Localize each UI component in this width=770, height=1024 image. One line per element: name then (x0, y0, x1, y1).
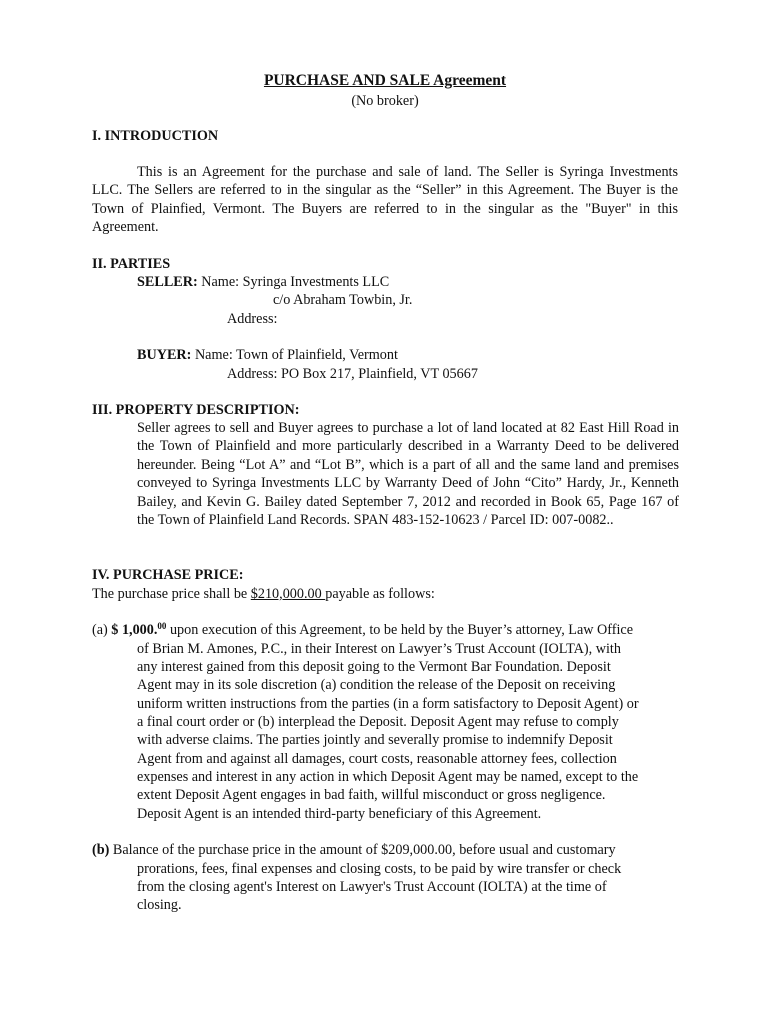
clause-a-first-line (92, 621, 633, 639)
clause-a-line: a final court order or (b) interplead the Deposit. Deposit Agent may refuse to comply (137, 714, 619, 730)
clause-a-line: Agent from and against all damages, court costs, reasonable attorney fees, collection (137, 751, 617, 767)
clause-a-line: of Brian M. Amones, P.C., in their Interest on Lawyer’s Trust Account (IOLTA), with (137, 641, 621, 657)
clause-b-label: (b) (92, 842, 110, 858)
property-paragraph: Seller agrees to sell and Buyer agrees to purchase a lot of land located at 82 East Hill Road in the Town of Plainfield and more particularly described in a Warranty Deed to be delivered hereunder. Being “Lot A” and “Lot B”, which is a part of all and the same land and premises conveyed to Syringa Investments LLC by Warranty Deed of John “Cito” Hardy, Jr., Kenneth Bailey, and Kevin G. Bailey dated September 7, 2012 and recorded in Book 65, Page 167 of the Town of Plainfield Land Records. SPAN 483-152-10623 / Parcel ID: 007-0082.. (137, 420, 679, 529)
document-title: PURCHASE AND SALE Agreement (263, 72, 507, 89)
buyer-label: BUYER: (137, 347, 192, 363)
clause-a-line: expenses and interest in any action in which Deposit Agent may be named, except to the (137, 769, 639, 785)
price-intro (92, 585, 435, 603)
clause-a-line: any interest gained from this deposit going to the Vermont Bar Foundation. Deposit (137, 659, 611, 675)
clause-b-line: prorations, fees, final expenses and closing costs, to be paid by wire transfer or check (137, 861, 622, 877)
document-subtitle: (No broker) (351, 93, 419, 109)
clause-b-line: closing. (137, 897, 182, 913)
seller-address: Address: (227, 311, 278, 327)
clause-a-amount: $ 1,000. (111, 622, 158, 638)
buyer-address: Address: PO Box 217, Plainfield, VT 05667 (227, 366, 478, 382)
buyer-name: Name: Town of Plainfield, Vermont (194, 347, 398, 363)
clause-b-line: from the closing agent's Interest on Lawyer's Trust Account (IOLTA) at the time of (137, 879, 607, 895)
seller-name: Name: Syringa Investments LLC (201, 274, 390, 290)
price-heading: IV. PURCHASE PRICE: (92, 567, 244, 583)
seller-label: SELLER: (137, 274, 198, 290)
property-heading: III. PROPERTY DESCRIPTION: (92, 402, 300, 418)
clause-a-line: uniform written instructions from the parties (in a form satisfactory to Deposit Agent) or (137, 696, 639, 712)
parties-heading: II. PARTIES (92, 256, 171, 272)
seller-care-of: c/o Abraham Towbin, Jr. (273, 292, 413, 308)
clause-a-label: (a) (92, 622, 108, 638)
intro-heading: I. INTRODUCTION (92, 128, 219, 144)
clause-b-first-line (92, 841, 616, 859)
price-intro-before: The purchase price shall be (92, 586, 251, 602)
clause-a-line: with adverse claims. The parties jointly and severally promise to indemnify Deposit (137, 732, 613, 748)
price-intro-after: payable as follows: (325, 586, 435, 602)
clause-a-text: upon execution of this Agreement, to be held by the Buyer’s attorney, Law Office (166, 622, 634, 638)
clause-a-line: Agent may in its sole discretion (a) condition the release of the Deposit on receiving (137, 677, 616, 693)
clause-b-text: Balance of the purchase price in the amount of $209,000.00, before usual and customary (109, 842, 616, 858)
clause-a-line: Deposit Agent is an intended third-party beneficiary of this Agreement. (137, 806, 542, 822)
seller-line (137, 273, 389, 291)
clause-a-line: extent Deposit Agent engages in bad faith, willful misconduct or gross negligence. (137, 787, 606, 803)
intro-paragraph: This is an Agreement for the purchase and sale of land. The Seller is Syringa Investments LLC. The Sellers are referred to in the singular as the “Seller” in this Agreement. The Buyer is the Town of Plainfied, Vermont. The Buyers are referred to in the singular as the "Buyer" in this Agreement. (92, 164, 678, 236)
clause-a-cents: 00 (157, 621, 167, 631)
price-amount: $210,000.00 (250, 586, 326, 602)
buyer-line (137, 346, 398, 364)
